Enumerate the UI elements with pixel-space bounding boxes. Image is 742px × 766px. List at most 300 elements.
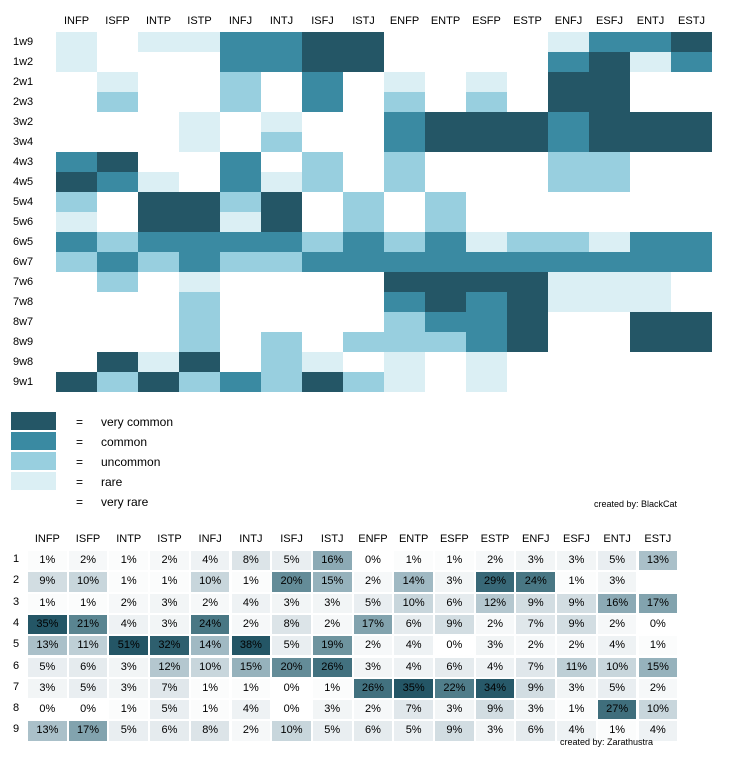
heatmap-cell <box>179 332 220 352</box>
table-cell: 6% <box>354 721 393 740</box>
heatmap-cell <box>589 112 630 132</box>
table-cell: 8% <box>191 721 230 740</box>
table-cell: 1% <box>598 721 637 740</box>
heatmap-cell <box>343 132 384 152</box>
heatmap-cell <box>425 32 466 52</box>
heatmap-cell <box>630 172 671 192</box>
heatmap-cell <box>179 112 220 132</box>
heatmap-cell <box>220 332 261 352</box>
row-label-2w1: 2w1 <box>13 76 34 88</box>
column-header-enfj: ENFJ <box>554 15 583 27</box>
heatmap-cell <box>548 72 589 92</box>
heatmap-cell <box>671 232 712 252</box>
table-cell: 6% <box>69 658 108 677</box>
heatmap-cell <box>220 352 261 372</box>
table-cell: 26% <box>354 679 393 698</box>
heatmap-cell <box>138 252 179 272</box>
heatmap-cell <box>425 252 466 272</box>
heatmap-cell <box>425 172 466 192</box>
table-cell: 5% <box>109 721 148 740</box>
heatmap-cell <box>384 332 425 352</box>
table-cell: 3% <box>516 551 555 570</box>
heatmap-cell <box>261 292 302 312</box>
table-cell: 6% <box>150 721 189 740</box>
table-column-header-infp: INFP <box>34 533 60 545</box>
table-cell: 4% <box>394 658 433 677</box>
heatmap-cell <box>138 272 179 292</box>
heatmap-cell <box>97 372 138 392</box>
table-cell: 3% <box>109 658 148 677</box>
heatmap-cell <box>466 132 507 152</box>
legend-equals: = <box>76 435 84 449</box>
heatmap-cell <box>630 132 671 152</box>
heatmap-cell <box>56 232 97 252</box>
table-cell: 1% <box>109 551 148 570</box>
table-cell: 1% <box>394 551 433 570</box>
heatmap-cell <box>179 352 220 372</box>
percentage-table-chart <box>0 525 742 766</box>
heatmap-cell <box>220 72 261 92</box>
table-cell: 29% <box>476 572 515 591</box>
heatmap-cell <box>261 332 302 352</box>
heatmap-cell <box>507 372 548 392</box>
table-cell: 4% <box>639 721 678 740</box>
heatmap-cell <box>220 172 261 192</box>
heatmap-cell <box>466 52 507 72</box>
legend-swatch-very-rare <box>11 492 56 510</box>
heatmap-cell <box>343 92 384 112</box>
table-cell: 3% <box>313 594 352 613</box>
heatmap-cell <box>97 332 138 352</box>
table-cell: 21% <box>69 615 108 634</box>
heatmap-cell <box>384 92 425 112</box>
heatmap-cell <box>671 192 712 212</box>
table-cell: 1% <box>150 572 189 591</box>
table-cell: 1% <box>191 679 230 698</box>
heatmap-cell <box>343 192 384 212</box>
table-cell: 0% <box>435 636 474 655</box>
heatmap-cell <box>343 52 384 72</box>
heatmap-cell <box>671 372 712 392</box>
heatmap-cell <box>630 52 671 72</box>
table-cell: 9% <box>516 594 555 613</box>
heatmap-cell <box>548 292 589 312</box>
row-label-9w1: 9w1 <box>13 376 34 388</box>
heatmap-cell <box>548 312 589 332</box>
heatmap-cell <box>671 52 712 72</box>
heatmap-cell <box>179 32 220 52</box>
heatmap-cell <box>466 172 507 192</box>
table-cell: 4% <box>557 721 596 740</box>
heatmap-cell <box>548 272 589 292</box>
table-cell: 5% <box>272 551 311 570</box>
table-cell: 15% <box>232 658 271 677</box>
column-header-infj: INFJ <box>228 15 253 27</box>
legend-swatch-rare <box>11 472 56 490</box>
heatmap-cell <box>179 52 220 72</box>
table-cell: 34% <box>476 679 515 698</box>
heatmap-cell <box>343 332 384 352</box>
table-cell: 2% <box>232 615 271 634</box>
heatmap-cell <box>97 32 138 52</box>
table-row-label-5: 5 <box>13 638 20 651</box>
table-cell: 20% <box>272 572 311 591</box>
heatmap-cell <box>671 352 712 372</box>
heatmap-cell <box>261 112 302 132</box>
column-header-isfp: ISFP <box>105 15 130 27</box>
heatmap-cell <box>56 372 97 392</box>
row-label-1w9: 1w9 <box>13 36 34 48</box>
heatmap-cell <box>589 352 630 372</box>
heatmap-cell <box>138 332 179 352</box>
heatmap-cell <box>261 132 302 152</box>
heatmap-cell <box>56 212 97 232</box>
table-cell: 5% <box>272 636 311 655</box>
column-header-intj: INTJ <box>269 15 294 27</box>
table-cell: 1% <box>232 679 271 698</box>
heatmap-cell <box>56 132 97 152</box>
heatmap-cell <box>384 132 425 152</box>
table-cell: 0% <box>69 700 108 719</box>
table-cell: 9% <box>435 615 474 634</box>
heatmap-cell <box>507 292 548 312</box>
table-cell: 6% <box>435 594 474 613</box>
table-cell: 20% <box>272 658 311 677</box>
table-cell: 4% <box>191 551 230 570</box>
heatmap-cell <box>97 292 138 312</box>
table-cell: 26% <box>313 658 352 677</box>
heatmap-cell <box>425 232 466 252</box>
heatmap-cell <box>630 32 671 52</box>
heatmap-cell <box>425 212 466 232</box>
row-label-6w7: 6w7 <box>13 256 34 268</box>
table-column-header-estp: ESTP <box>480 533 510 545</box>
heatmap-cell <box>548 92 589 112</box>
heatmap-cell <box>548 352 589 372</box>
table-cell: 2% <box>313 615 352 634</box>
table-cell: 12% <box>476 594 515 613</box>
table-cell: 22% <box>435 679 474 698</box>
heatmap-cell <box>138 192 179 212</box>
table-cell: 2% <box>354 636 393 655</box>
heatmap-cell <box>97 272 138 292</box>
heatmap-cell <box>138 72 179 92</box>
heatmap-cell <box>220 212 261 232</box>
legend-swatch-common <box>11 432 56 450</box>
table-cell: 2% <box>598 615 637 634</box>
heatmap-cell <box>56 332 97 352</box>
table-column-header-esfj: ESFJ <box>562 533 590 545</box>
table-cell: 10% <box>598 658 637 677</box>
row-label-4w3: 4w3 <box>13 156 34 168</box>
heatmap-cell <box>384 352 425 372</box>
table-cell: 2% <box>354 572 393 591</box>
heatmap-cell <box>179 292 220 312</box>
legend-label-uncommon: uncommon <box>101 455 161 469</box>
column-header-estj: ESTJ <box>678 15 705 27</box>
heatmap-cell <box>384 172 425 192</box>
table-cell: 10% <box>394 594 433 613</box>
row-label-6w5: 6w5 <box>13 236 34 248</box>
table-cell: 1% <box>313 679 352 698</box>
table-cell: 15% <box>313 572 352 591</box>
heatmap-cell <box>507 332 548 352</box>
table-cell: 11% <box>557 658 596 677</box>
table-cell: 3% <box>476 636 515 655</box>
table-cell: 3% <box>354 658 393 677</box>
table-cell: 3% <box>435 700 474 719</box>
table-cell: 9% <box>557 594 596 613</box>
heatmap-cell <box>179 172 220 192</box>
heatmap-cell <box>56 92 97 112</box>
heatmap-cell <box>56 292 97 312</box>
heatmap-cell <box>97 212 138 232</box>
table-column-header-entp: ENTP <box>398 533 429 545</box>
heatmap-cell <box>261 172 302 192</box>
heatmap-cell <box>56 52 97 72</box>
heatmap-cell <box>302 352 343 372</box>
heatmap-cell <box>302 172 343 192</box>
column-header-enfp: ENFP <box>389 15 420 27</box>
heatmap-cell <box>261 272 302 292</box>
table-cell: 1% <box>109 700 148 719</box>
table-row-label-2: 2 <box>13 574 20 587</box>
heatmap-cell <box>466 292 507 312</box>
heatmap-cell <box>261 252 302 272</box>
table-cell: 5% <box>598 679 637 698</box>
table-cell: 19% <box>313 636 352 655</box>
heatmap-cell <box>671 32 712 52</box>
heatmap-cell <box>261 52 302 72</box>
table-cell: 3% <box>557 551 596 570</box>
table-cell: 2% <box>476 615 515 634</box>
heatmap-cell <box>425 332 466 352</box>
heatmap-cell <box>179 132 220 152</box>
table-cell: 4% <box>232 594 271 613</box>
table-cell: 10% <box>639 700 678 719</box>
heatmap-cell <box>138 232 179 252</box>
heatmap-cell <box>97 112 138 132</box>
heatmap-cell <box>507 112 548 132</box>
heatmap-cell <box>507 312 548 332</box>
heatmap-cell <box>425 112 466 132</box>
heatmap-cell <box>220 372 261 392</box>
table-column-header-enfp: ENFP <box>358 533 388 545</box>
table-column-header-intj: INTJ <box>239 533 263 545</box>
column-header-istj: ISTJ <box>352 15 375 27</box>
column-header-infp: INFP <box>63 15 90 27</box>
heatmap-cell <box>261 152 302 172</box>
heatmap-cell <box>466 272 507 292</box>
heatmap-cell <box>97 232 138 252</box>
table-cell: 5% <box>28 658 67 677</box>
heatmap-cell <box>630 332 671 352</box>
heatmap-cell <box>630 292 671 312</box>
heatmap-cell <box>179 372 220 392</box>
heatmap-cell <box>56 192 97 212</box>
heatmap-cell <box>97 152 138 172</box>
heatmap-cell <box>302 132 343 152</box>
heatmap-cell <box>466 232 507 252</box>
heatmap-cell <box>261 372 302 392</box>
table-column-header-enfj: ENFJ <box>521 533 550 545</box>
heatmap-cell <box>548 152 589 172</box>
heatmap-cell <box>466 372 507 392</box>
table-cell: 5% <box>394 721 433 740</box>
heatmap-cell <box>466 192 507 212</box>
table-cell: 2% <box>354 700 393 719</box>
heatmap-cell <box>466 152 507 172</box>
heatmap-cell <box>220 192 261 212</box>
table-cell: 35% <box>394 679 433 698</box>
heatmap-cell <box>548 212 589 232</box>
heatmap-cell <box>630 252 671 272</box>
heatmap-cell <box>179 212 220 232</box>
heatmap-cell <box>507 72 548 92</box>
heatmap-cell <box>384 152 425 172</box>
column-header-esfp: ESFP <box>472 15 501 27</box>
legend-equals: = <box>76 455 84 469</box>
table-cell: 11% <box>69 636 108 655</box>
table-cell: 9% <box>28 572 67 591</box>
table-cell: 5% <box>150 700 189 719</box>
heatmap-cell <box>56 152 97 172</box>
table-cell: 1% <box>109 572 148 591</box>
row-label-5w4: 5w4 <box>13 196 34 208</box>
table-cell: 7% <box>516 615 555 634</box>
row-label-3w4: 3w4 <box>13 136 34 148</box>
heatmap-cell <box>343 172 384 192</box>
table-column-header-estj: ESTJ <box>644 533 672 545</box>
heatmap-cell <box>671 312 712 332</box>
table-cell: 12% <box>150 658 189 677</box>
heatmap-cell <box>343 372 384 392</box>
heatmap-cell <box>384 232 425 252</box>
table-cell: 6% <box>394 615 433 634</box>
heatmap-cell <box>630 92 671 112</box>
table-cell: 2% <box>109 594 148 613</box>
heatmap-cell <box>343 152 384 172</box>
table-credit: created by: Zarathustra <box>560 737 654 747</box>
table-cell: 2% <box>150 551 189 570</box>
table-cell: 4% <box>598 636 637 655</box>
heatmap-cell <box>466 332 507 352</box>
heatmap-cell <box>138 212 179 232</box>
legend-label-rare: rare <box>101 475 123 489</box>
table-cell: 8% <box>232 551 271 570</box>
heatmap-cell <box>343 212 384 232</box>
heatmap-cell <box>425 132 466 152</box>
heatmap-cell <box>466 32 507 52</box>
heatmap-cell <box>302 32 343 52</box>
heatmap-cell <box>466 252 507 272</box>
heatmap-cell <box>56 252 97 272</box>
heatmap-cell <box>384 372 425 392</box>
table-column-header-istp: ISTP <box>157 533 182 545</box>
table-cell: 3% <box>435 572 474 591</box>
heatmap-cell <box>97 192 138 212</box>
heatmap-cell <box>589 272 630 292</box>
column-header-intp: INTP <box>145 15 172 27</box>
table-cell: 3% <box>557 679 596 698</box>
heatmap-cell <box>507 172 548 192</box>
table-row-label-9: 9 <box>13 723 20 736</box>
heatmap-cell <box>589 332 630 352</box>
heatmap-cell <box>138 312 179 332</box>
row-label-4w5: 4w5 <box>13 176 34 188</box>
heatmap-cell <box>507 152 548 172</box>
heatmap-cell <box>138 52 179 72</box>
heatmap-cell <box>302 212 343 232</box>
heatmap-cell <box>589 72 630 92</box>
table-cell: 3% <box>28 679 67 698</box>
table-cell <box>639 572 678 591</box>
heatmap-cell <box>138 152 179 172</box>
heatmap-cell <box>179 312 220 332</box>
heatmap-cell <box>589 152 630 172</box>
heatmap-cell <box>179 152 220 172</box>
heatmap-cell <box>507 252 548 272</box>
table-row-label-4: 4 <box>13 616 20 629</box>
table-column-header-istj: ISTJ <box>320 533 344 545</box>
heatmap-cell <box>507 32 548 52</box>
table-cell: 14% <box>394 572 433 591</box>
heatmap-cell <box>97 252 138 272</box>
heatmap-cell <box>343 352 384 372</box>
heatmap-cell <box>302 252 343 272</box>
heatmap-cell <box>261 232 302 252</box>
heatmap-cell <box>384 272 425 292</box>
heatmap-cell <box>179 92 220 112</box>
table-cell: 24% <box>516 572 555 591</box>
heatmap-cell <box>302 92 343 112</box>
table-cell: 3% <box>598 572 637 591</box>
table-column-header-intp: INTP <box>116 533 142 545</box>
row-label-1w2: 1w2 <box>13 56 34 68</box>
heatmap-cell <box>630 372 671 392</box>
table-cell: 2% <box>639 679 678 698</box>
heatmap-cell <box>97 72 138 92</box>
heatmap-cell <box>589 252 630 272</box>
heatmap-cell <box>548 372 589 392</box>
heatmap-cell <box>384 52 425 72</box>
table-column-header-isfp: ISFP <box>75 533 101 545</box>
heatmap-cell <box>56 32 97 52</box>
heatmap-cell <box>343 272 384 292</box>
heatmap-cell <box>343 252 384 272</box>
table-cell: 0% <box>354 551 393 570</box>
table-cell: 9% <box>557 615 596 634</box>
heatmap-cell <box>343 112 384 132</box>
legend-label-common: common <box>101 435 148 449</box>
heatmap-cell <box>548 332 589 352</box>
heatmap-cell <box>671 132 712 152</box>
heatmap-cell <box>425 152 466 172</box>
heatmap-cell <box>630 192 671 212</box>
heatmap-cell <box>138 372 179 392</box>
heatmap-cell <box>671 212 712 232</box>
table-cell: 2% <box>516 636 555 655</box>
heatmap-cell <box>425 272 466 292</box>
heatmap-cell <box>138 292 179 312</box>
heatmap-cell <box>548 232 589 252</box>
heatmap-cell <box>302 292 343 312</box>
heatmap-cell <box>548 252 589 272</box>
table-cell: 2% <box>191 594 230 613</box>
table-cell: 17% <box>354 615 393 634</box>
heatmap-cell <box>302 272 343 292</box>
column-header-esfj: ESFJ <box>596 15 623 27</box>
